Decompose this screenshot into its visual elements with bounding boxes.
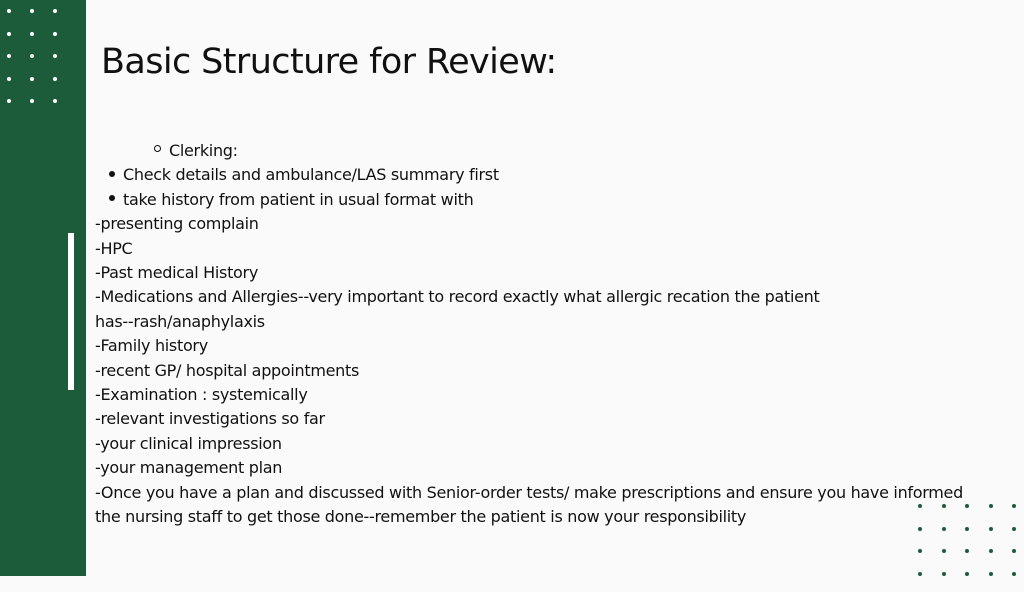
bullet-text: take history from patient in usual format with bbox=[123, 189, 474, 209]
text-line: -Once you have a plan and discussed with Senior-order tests/ make prescriptions and ensure you have informed bbox=[95, 482, 963, 502]
text-line: -Medications and Allergies--very important to record exactly what allergic recation the patient bbox=[95, 287, 820, 307]
bullet-dot-icon bbox=[109, 195, 115, 201]
slide-title: Basic Structure for Review: bbox=[101, 42, 557, 82]
text-line: has--rash/anaphylaxis bbox=[95, 311, 265, 331]
text-line: -HPC bbox=[95, 238, 133, 258]
accent-bar bbox=[68, 233, 74, 390]
bullet-dot-icon bbox=[109, 171, 115, 177]
bullet-text: Check details and ambulance/LAS summary first bbox=[123, 165, 499, 185]
text-line: -Examination : systemically bbox=[95, 385, 308, 405]
decorative-dot-grid-top-left bbox=[2, 8, 71, 121]
bullet-item bbox=[95, 188, 1020, 212]
sub-bullet-text: Clerking: bbox=[169, 141, 238, 160]
sub-bullet-item bbox=[95, 139, 1020, 163]
text-line: -Family history bbox=[95, 336, 208, 356]
slide-content bbox=[95, 139, 1020, 530]
text-line: -your management plan bbox=[95, 458, 283, 478]
bullet-item bbox=[95, 163, 1020, 187]
text-line: the nursing staff to get those done--remember the patient is now your responsibility bbox=[95, 507, 747, 527]
text-line: -recent GP/ hospital appointments bbox=[95, 360, 360, 380]
text-line: -presenting complain bbox=[95, 214, 259, 234]
text-line: -your clinical impression bbox=[95, 433, 282, 453]
text-line: -Past medical History bbox=[95, 263, 258, 283]
text-line: -relevant investigations so far bbox=[95, 409, 325, 429]
hollow-circle-bullet-icon bbox=[154, 145, 161, 152]
